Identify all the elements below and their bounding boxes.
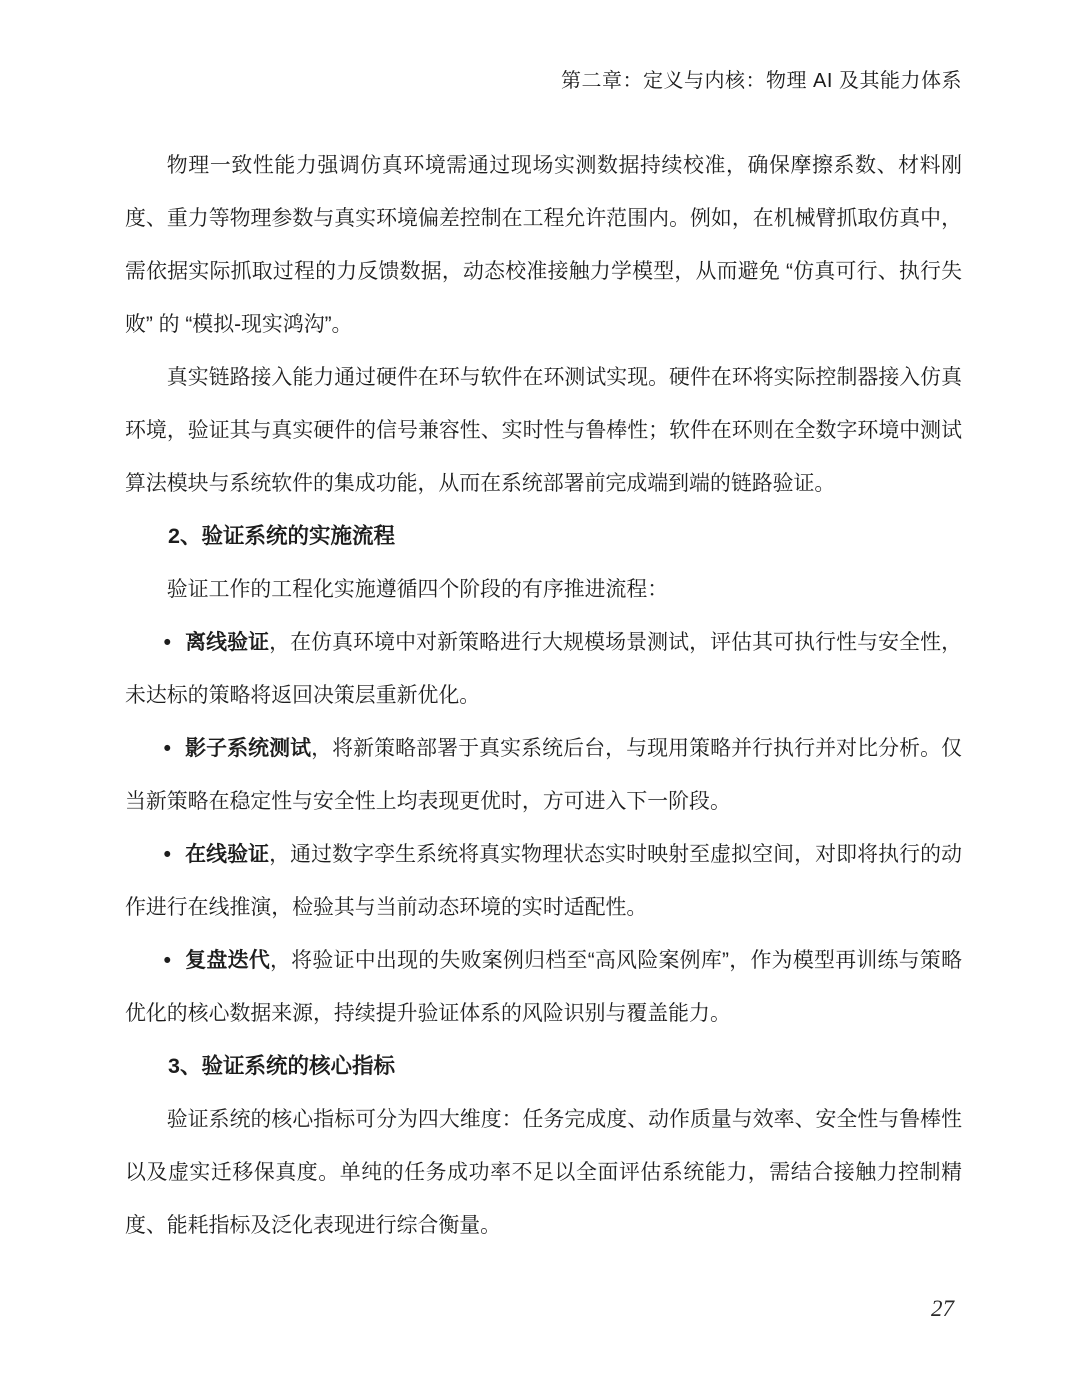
bullet-term: 复盘迭代 [184, 949, 270, 972]
bullet-term: 离线验证 [184, 631, 270, 654]
heading-text: 2、验证系统的实施流程 [168, 524, 395, 548]
paragraph-text: 验证系统的核心指标可分为四大维度：任务完成度、动作质量与效率、安全性与鲁棒性以及虚实迁移保真度。单纯的任务成功率不足以全面评估系统能力，需结合接触力控制精度、能耗指标及泛化表现进行综合衡量。 [125, 1108, 962, 1237]
bullet-icon: • [163, 631, 171, 654]
heading-text: 3、验证系统的核心指标 [168, 1054, 395, 1078]
bullet-text: ，通过数字孪生系统将真实物理状态实时映射至虚拟空间，对即将执行的动作进行在线推演，检验其与当前动态环境的实时适配性。 [125, 843, 962, 919]
bullet-icon: • [163, 949, 171, 972]
section-heading-core-metrics [125, 1040, 962, 1093]
paragraph-text: 验证工作的工程化实施遵循四个阶段的有序推进流程： [166, 578, 669, 601]
bullet-icon: • [163, 737, 171, 760]
bullet-item-shadow-system-test [125, 722, 962, 828]
bullet-item-offline-validation [125, 616, 962, 722]
bullet-term: 在线验证 [184, 843, 270, 866]
document-body [125, 139, 962, 1252]
bullet-text: ，将验证中出现的失败案例归档至“高风险案例库”，作为模型再训练与策略优化的核心数据来源，持续提升验证体系的风险识别与覆盖能力。 [125, 949, 962, 1025]
bullet-term: 影子系统测试 [184, 737, 312, 760]
bullet-item-online-validation [125, 828, 962, 934]
bullet-icon: • [163, 843, 171, 866]
paragraph-physical-consistency [125, 139, 962, 351]
paragraph-four-stages-intro [125, 563, 962, 616]
paragraph-core-metrics-detail [125, 1093, 962, 1252]
section-heading-implementation-flow [125, 510, 962, 563]
bullet-text: ，将新策略部署于真实系统后台，与现用策略并行执行并对比分析。仅当新策略在稳定性与安全性上均表现更优时，方可进入下一阶段。 [125, 737, 962, 813]
bullet-item-review-iteration [125, 934, 962, 1040]
bullet-text: ，在仿真环境中对新策略进行大规模场景测试，评估其可执行性与安全性，未达标的策略将返回决策层重新优化。 [125, 631, 962, 707]
paragraph-real-link-access [125, 351, 962, 510]
page-number: 27 [931, 1296, 954, 1321]
paragraph-text: 真实链路接入能力通过硬件在环与软件在环测试实现。硬件在环将实际控制器接入仿真环境，验证其与真实硬件的信号兼容性、实时性与鲁棒性；软件在环则在全数字环境中测试算法模块与系统软件的集成功能，从而在系统部署前完成端到端的链路验证。 [125, 366, 962, 495]
paragraph-text: 物理一致性能力强调仿真环境需通过现场实测数据持续校准，确保摩擦系数、材料刚度、重力等物理参数与真实环境偏差控制在工程允许范围内。例如，在机械臂抓取仿真中，需依据实际抓取过程的力反馈数据，动态校准接触力学模型，从而避免 “仿真可行、执行失败” 的 “模拟-现实鸿沟”。 [125, 154, 962, 336]
chapter-header: 第二章：定义与内核：物理 AI 及其能力体系 [560, 70, 962, 92]
